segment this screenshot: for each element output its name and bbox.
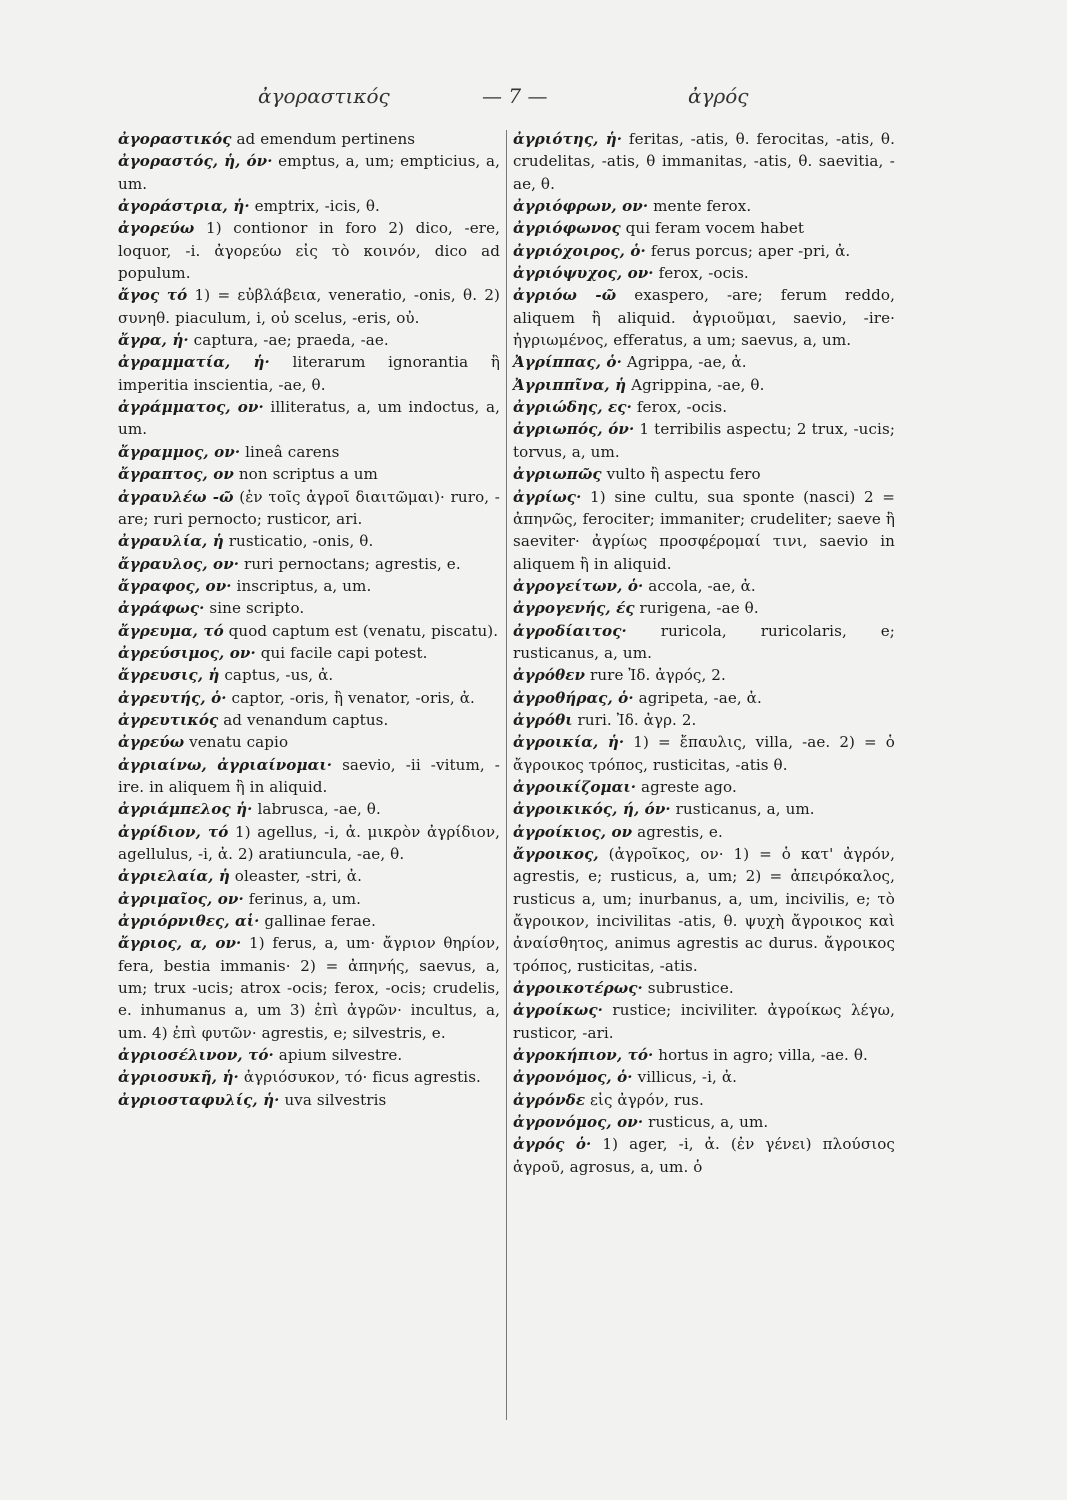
dictionary-entry [513,1111,895,1133]
entry-headword: Ἀγρίππας, ὁ· [513,353,622,372]
entry-definition: exaspero, -are; ferum reddo, aliquem ἢ aliquid. ἀγριοῦμαι, saevio, -ire· ἠγριωμένος, efferatus, a um; saevus, a, um. [513,286,895,350]
dictionary-entry [118,597,500,619]
entry-definition: captura, -ae; praeda, -ae. [188,331,389,350]
entry-headword: ἀγρονόμος, ὁ· [513,1068,633,1087]
entry-headword: ἀγροθήρας, ὁ· [513,688,634,707]
entry-headword: ἀγριόψυχος, ον· [513,264,654,283]
dictionary-entry [118,128,500,150]
entry-headword: ἄγριος, α, ον· [118,934,242,953]
entry-definition: 1) contionor in foro 2) dico, -ere, loquor, -i. ἀγορεύω εἰς τὸ κοινόν, dico ad populum. [118,219,500,283]
entry-headword: ἀγρονόμος, ον· [513,1113,644,1132]
header-left-guideword: ἀγοραστικός [258,84,390,108]
entry-headword: ἀγρός ὁ· [513,1135,592,1154]
dictionary-entry [513,396,895,418]
entry-definition: ruri. Ἰδ. ἀγρ. 2. [572,710,697,729]
dictionary-entry [118,664,500,686]
dictionary-entry [118,150,500,195]
entry-definition: mente ferox. [648,197,752,216]
entry-definition: rustice; inciviliter. ἀγροίκως λέγω, rusticor, -ari. [513,1001,895,1042]
entry-definition: 1 terribilis aspectu; 2 trux, -ucis; torvus, a, um. [513,420,896,461]
dictionary-entry [513,374,895,396]
entry-headword: ἀγριωπός, όν· [513,420,635,439]
entry-headword: ἀγράμματος, ον· [118,398,264,417]
dictionary-entry [513,731,895,776]
entry-definition: captus, -us, ἀ. [219,666,334,685]
entry-headword: ἀγραυλέω -ῶ [118,487,234,506]
dictionary-entry [118,217,500,284]
entry-definition: feritas, -atis, θ. ferocitas, -atis, θ. crudelitas, -atis, θ immanitas, -atis, θ. saevitia, -ae, θ. [513,130,895,193]
entry-headword: ἀγρόθι [513,710,573,729]
entry-headword: ἀγριμαῖος, ον· [118,889,244,908]
entry-definition: ad venandum captus. [218,710,389,729]
entry-definition: vulto ἢ aspectu fero [601,465,761,484]
entry-definition: ferox, -ocis. [631,398,728,417]
dictionary-entry [513,1066,895,1088]
column-divider [506,130,507,1420]
entry-definition: subrustice. [642,979,734,998]
dictionary-entry [118,553,500,575]
dictionary-entry [118,530,500,552]
dictionary-entry [513,128,895,195]
dictionary-entry [118,441,500,463]
entry-definition: 1) agellus, -i, ἀ. μικρὸν ἀγρίδιον, agellulus, -i, ἀ. 2) aratiuncula, -ae, θ. [118,822,501,863]
entry-definition: rure Ἰδ. ἀγρός, 2. [585,666,726,685]
entry-definition: apium silvestre. [273,1046,403,1065]
entry-headword: ἄγραυλος, ον· [118,554,240,573]
entry-headword: ἀγριότης, ἡ· [513,130,623,148]
entry-headword: ἀγροικία, ἡ· [513,733,625,752]
entry-headword: ἀγορεύω [118,219,195,238]
entry-definition: literarum ignorantia ἢ imperitia inscientia, -ae, θ. [118,353,500,394]
entry-headword: ἀγοράστρια, ἡ· [118,197,250,216]
entry-definition: ἀγριόσυκον, τό· ficus agrestis. [238,1068,481,1087]
right-column [513,128,895,1178]
dictionary-entry [118,351,500,396]
entry-headword: ἀγρεύσιμος, ον· [118,643,256,662]
entry-definition: Agrippa, -ae, ἀ. [621,353,747,372]
entry-headword: ἀγρίως· [513,487,582,506]
dictionary-entry [513,351,895,373]
entry-definition: saevio, -ii -vitum, -ire. in aliquem ἢ in aliquid. [118,755,500,796]
entry-definition: 1) sine cultu, sua sponte (nasci) 2 = ἀπηνῶς, ferociter; immaniter; crudeliter; saeve ἢ saeviter· ἀγρίως προσφέρομαί τινι, saevio in aliquem ἢ in aliquid. [513,487,895,573]
dictionary-entry [513,977,895,999]
entry-headword: ἀγρεύω [118,733,185,752]
entry-definition: rusticus, a, um. [643,1113,769,1132]
entry-definition: 1) = ἔπαυλις, villa, -ae. 2) = ὁ ἄγροικος τρόπος, rusticitas, -atis θ. [513,733,895,774]
entry-headword: ἀγροικίζομαι· [513,777,637,796]
running-header [0,84,1067,114]
dictionary-entry [513,843,895,977]
dictionary-entry [513,1044,895,1066]
dictionary-entry [118,486,500,531]
entry-headword: ἀγρευτής, ὁ· [118,688,227,707]
entry-definition: ferus porcus; aper -pri, ἀ. [645,241,851,260]
dictionary-entry [118,463,500,485]
entry-definition: oleaster, -stri, ἀ. [229,867,362,886]
entry-headword: ἀγραυλία, ἡ [118,532,224,551]
entry-headword: ἀγροκήπιον, τό· [513,1046,654,1065]
entry-headword: ἀγρογενής, ές [513,599,635,618]
entry-headword: ἀγράφως· [118,599,205,618]
entry-definition: gallinae ferae. [259,912,376,931]
entry-definition: labrusca, -ae, θ. [252,800,381,819]
dictionary-entry [118,888,500,910]
dictionary-entry [118,932,500,1044]
entry-headword: ἀγριαίνω, ἀγριαίνομαι· [118,755,333,774]
dictionary-entry [118,731,500,753]
page-number: — 7 — [482,84,548,108]
entry-headword: ἄγραπτος, ον [118,465,234,484]
dictionary-entry [118,687,500,709]
entry-headword: ἀγραμματία, ἡ· [118,353,270,372]
dictionary-entry [513,262,895,284]
entry-headword: ἀγρόθεν [513,666,586,685]
entry-headword: ἀγριάμπελος ἡ· [118,800,253,819]
entry-headword: ἄγρα, ἡ· [118,331,189,350]
dictionary-entry [118,1044,500,1066]
dictionary-entry [513,821,895,843]
dictionary-entry [513,620,895,665]
entry-headword: ἀγροικοτέρως· [513,979,643,998]
entry-headword: ἀγροικικός, ή, όν· [513,800,671,819]
entry-headword: ἀγριόφωνος [513,219,621,238]
entry-headword: ἀγριοσέλινον, τό· [118,1046,274,1065]
entry-definition: captor, -oris, ἢ venator, -oris, ἀ. [226,688,475,707]
dictionary-entry [513,1089,895,1111]
dictionary-entry [118,754,500,799]
entry-headword: ἀγριόχοιρος, ὁ· [513,241,646,260]
entry-headword: ἀγριοσταφυλίς, ἡ· [118,1090,280,1109]
entry-definition: Agrippina, -ae, θ. [626,375,765,394]
dictionary-entry [118,1066,500,1088]
dictionary-entry [118,865,500,887]
entry-headword: ἄγος τό [118,286,188,305]
entry-definition: inscriptus, a, um. [231,576,372,595]
entry-headword: ἀγρογείτων, ὁ· [513,576,644,595]
entry-headword: ἀγροδίαιτος· [513,621,627,640]
entry-definition: εἰς ἀγρόν, rus. [585,1090,704,1109]
entry-definition: ferinus, a, um. [243,889,362,908]
dictionary-entry [118,195,500,217]
dictionary-entry [513,798,895,820]
entry-headword: ἄγρευμα, τό [118,621,224,640]
entry-headword: ἀγριόρνιθες, αἱ· [118,912,260,931]
entry-definition: lineâ carens [240,442,340,461]
dictionary-entry [513,1133,895,1178]
dictionary-entry [513,709,895,731]
entry-definition: rusticatio, -onis, θ. [223,532,374,551]
entry-definition: 1) = εὐβλάβεια, veneratio, -onis, θ. 2) συνηθ. piaculum, i, οὐ scelus, -eris, οὐ. [118,286,501,327]
entry-headword: ἀγριόω -ῶ [513,286,617,305]
dictionary-entry [118,910,500,932]
entry-headword: ἀγριωπῶς [513,465,602,484]
entry-definition: ruri pernoctans; agrestis, e. [239,554,461,573]
entry-definition: ruricola, ruricolaris, e; rusticanus, a, um. [513,621,895,662]
entry-definition: illiteratus, a, um indoctus, a, um. [118,398,500,439]
dictionary-entry [118,709,500,731]
entry-definition: ad emendum pertinens [231,130,416,148]
dictionary-entry [118,642,500,664]
entry-definition: qui facile capi potest. [255,643,428,662]
entry-definition: 1) ferus, a, um· ἄγριον θηρίον, fera, bestia immanis· 2) = ἀπηνής, saevus, a, um; trux -ucis; atrox -ocis; ferox, -ocis; crudelis, e. inhumanus a, um 3) ἐπὶ ἀγρῶν· incultus, a, um. 4) ἐπὶ φυτῶν· agrestis, e; silvestris, e. [118,934,500,1042]
entry-definition: (ἀγροῖκος, ον· 1) = ὁ κατ' ἀγρόν, agrestis, e; rusticus, a, um; 2) = ἀπειρόκαλος, rusticus a, um; inurbanus, a, um, incivilis, e; τὸ ἄγροικον, incivilitas -atis, θ. ψυχὴ ἄγροικος καὶ ἀναίσθητος, animus agrestis ac durus. ἄγροικος τρόπος, rusticitas, -atis. [513,845,895,975]
entry-definition: emptus, a, um; empticius, a, um. [118,152,500,193]
entry-definition: agrestis, e. [632,822,723,841]
dictionary-entry [118,329,500,351]
dictionary-entry [513,776,895,798]
dictionary-entry [118,821,500,866]
entry-definition: 1) ager, -i, ἀ. (ἐν γένει) πλούσιος ἀγροῦ, agrosus, a, um. ὁ [513,1135,895,1176]
dictionary-entry [513,597,895,619]
entry-definition: quod captum est (venatu, piscatu). [223,621,499,640]
entry-headword: ἀγρευτικός [118,710,219,729]
dictionary-entry [118,284,500,329]
entry-definition: emptrix, -icis, θ. [249,197,380,216]
entry-headword: ἀγρίδιον, τό [118,822,229,841]
entry-headword: ἄγραφος, ον· [118,576,232,595]
entry-definition: villicus, -i, ἀ. [632,1068,738,1087]
dictionary-entry [118,396,500,441]
dictionary-entry [513,463,895,485]
entry-headword: ἀγριοσυκῆ, ἡ· [118,1068,239,1087]
dictionary-entry [513,195,895,217]
entry-definition: uva silvestris [279,1090,387,1109]
dictionary-entry [513,687,895,709]
entry-headword: ἀγροίκιος, ον [513,822,633,841]
dictionary-entry [513,575,895,597]
entry-headword: ἀγριώδης, ες· [513,398,632,417]
entry-definition: hortus in agro; villa, -ae. θ. [653,1046,868,1065]
dictionary-entry [118,620,500,642]
entry-definition: rusticanus, a, um. [670,800,815,819]
entry-definition: rurigena, -ae θ. [634,599,759,618]
entry-definition: agripeta, -ae, ἀ. [633,688,762,707]
dictionary-entry [513,418,895,463]
entry-headword: ἀγροίκως· [513,1001,604,1020]
entry-definition: agreste ago. [636,777,737,796]
dictionary-entry [118,575,500,597]
entry-headword: ἄγροικος, [513,845,599,863]
entry-definition: (ἐν τοῖς ἀγροῖ διαιτῶμαι)· ruro, -are; ruri pernocto; rusticor, ari. [118,487,501,528]
entry-headword: ἀγριόφρων, ον· [513,197,649,216]
left-column [118,128,500,1111]
dictionary-entry [513,240,895,262]
dictionary-entry [513,217,895,239]
header-right-guideword: ἀγρός [688,84,749,108]
entry-definition: non scriptus a um [233,465,378,484]
dictionary-entry [118,1089,500,1111]
entry-definition: accola, -ae, ἀ. [643,576,756,595]
entry-definition: sine scripto. [204,599,305,618]
dictionary-entry [513,999,895,1044]
entry-headword: ἄγραμμος, ον· [118,442,241,461]
entry-headword: ἄγρευσις, ἡ [118,666,220,685]
entry-definition: ferox, -ocis. [653,264,749,283]
entry-headword: ἀγοραστός, ἡ, όν· [118,152,273,171]
entry-headword: ἀγοραστικός [118,130,232,148]
entry-headword: ἀγριελαία, ἡ [118,867,230,886]
dictionary-entry [513,284,895,351]
entry-headword: Ἀγριππῖνα, ἡ [513,375,627,394]
entry-definition: venatu capio [184,733,289,752]
dictionary-entry [513,486,895,575]
entry-definition: qui feram vocem habet [620,219,805,238]
dictionary-entry [118,798,500,820]
dictionary-entry [513,664,895,686]
entry-headword: ἀγρόνδε [513,1090,586,1109]
